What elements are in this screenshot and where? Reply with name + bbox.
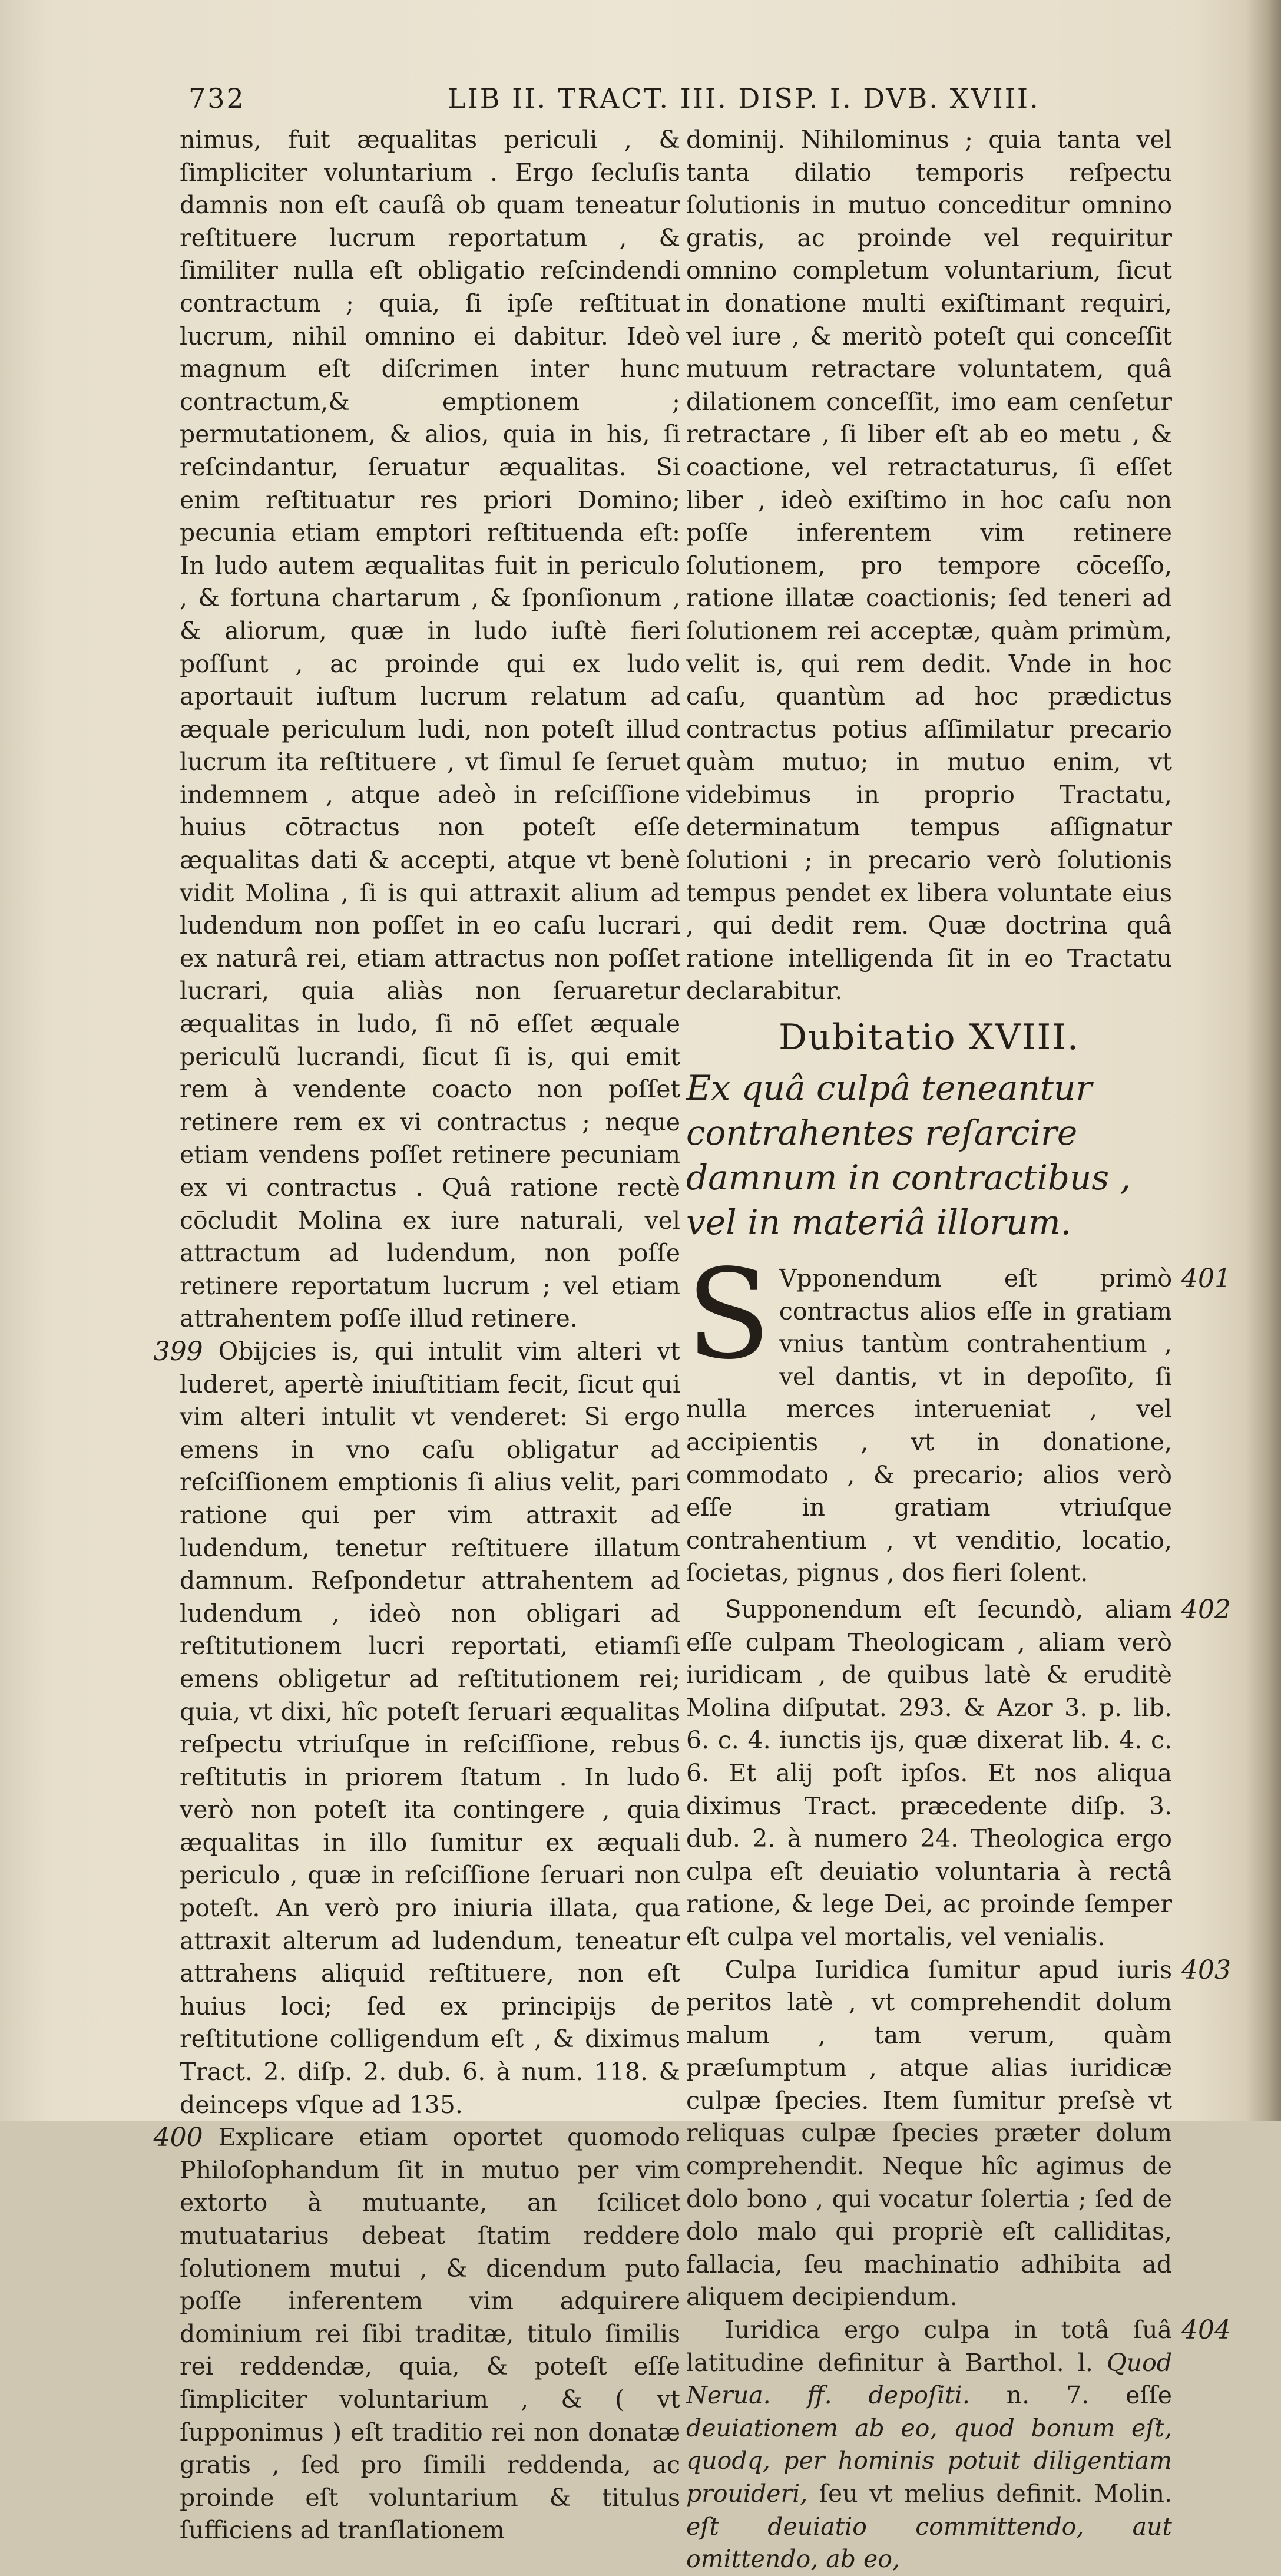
left-paragraph-3-text: Explicare etiam oportet quomodo Philoſophandum ſit in mutuo per vim extorto à mutuante, an ſcilicet mutuatarius debeat ſtatim reddere ſolutionem mutui , & dicendum puto poſſe inferentem vim adquirere dominium rei ſibi traditæ, titulo ſimilis rei reddendæ, quia, & poteſt eſſe ſimpliciter voluntarium , & ( vt ſupponimus ) eſt traditio rei non donatæ gratis , ſed pro ſimili reddenda, ac proinde eſt voluntarium & titulus ſufficiens ad tranſlationem [180,2123,680,2545]
margin-number-402: 402 [1181,1594,1231,1625]
running-title: LIB II. TRACT. III. DISP. I. DVB. XVIII. [448,82,1040,114]
right-paragraph-5-text-d: deuiationem ab eo, quod bonum eſt, quodq, per hominis potuit diligentiam prouideri, [686,2413,1172,2508]
right-paragraph-5-text-c: n. 7. eſſe [1006,2381,1172,2410]
section-subheading: Ex quâ culpâ teneantur contrahentes reſarcire damnum in contractibus , vel in materiâ illorum. [686,1068,1131,1243]
right-paragraph-2 [686,1242,1231,1590]
right-paragraph-5-text-f: eſt deuiatio committendo, aut omittendo, ab eo, [686,2512,1172,2574]
right-paragraph-5-text-e: ſeu vt melius definit. Molin. [819,2479,1172,2508]
margin-number-399: 399 [153,1336,203,1367]
right-paragraph-1: dominij. Nihilominus ; quia tanta vel tanta dilatio temporis reſpectu ſolutionis in mutuo conceditur omnino gratis, ac proinde vel requiritur omnino completum voluntarium, ſicut in donatione multi exiſtimant requiri, vel iure , & meritò poteſt qui conceſſit mutuum retractare voluntatem, quâ dilationem conceſſit, imo eam cenſetur retractare , ſi liber eſt ab eo metu , & coactione, vel retractaturus, ſi eſſet liber , ideò exiſtimo in hoc caſu non poſſe inferentem vim retinere ſolutionem, pro tempore cōceſſo, ratione illatæ coactionis; ſed teneri ad ſolutionem rei acceptæ, quàm primùm, velit is, qui rem dedit. Vnde in hoc caſu, quantùm ad hoc prædictus contractus potius aſſimilatur precario quàm mutuo; in mutuo enim, vt videbimus in proprio Tractatu, determinatum tempus aſſignatur ſolutioni ; in precario verò ſolutionis tempus pendet ex libera voluntate eius , qui dedit rem. Quæ doctrina quâ ratione intelligenda ſit in eo Tractatu declarabitur. [686,125,1172,1006]
drop-cap: S [686,1242,771,1387]
right-paragraph-3 [686,1593,1231,1954]
right-paragraph-4-text: Culpa Iuridica ſumitur apud iuris peritos latè , vt comprehendit dolum malum , tam verum, quàm præſumptum , atque alias iuridicæ culpæ ſpecies. Item ſumitur preſsè vt reliquas culpæ ſpecies præter dolum comprehendit. Neque hîc agimus de dolo bono , qui vocatur ſolertia ; ſed de dolo malo qui propriè eſt calliditas, fallacia, ſeu machinatio adhibita ad aliquem decipiendum. [686,1955,1172,2312]
left-paragraph-1: nimus, fuit æqualitas periculi , & ſimpliciter voluntarium . Ergo ſecluſis damnis non eſt cauſâ ob quam teneatur reſtituere lucrum reportatum , & ſimiliter nulla eſt obligatio reſcindendi contractum ; quia, ſi ipſe reſtituat lucrum, nihil omnino ei dabitur. Ideò magnum eſt diſcrimen inter hunc contractum,& emptionem ; permutationem, & alios, quia in his, ſi reſcindantur, ſeruatur æqualitas. Si enim reſtituatur res priori Domino; pecunia etiam emptori reſtituenda eſt: In ludo autem æqualitas fuit in periculo , & fortuna chartarum , & ſponſionum , & aliorum, quæ in ludo iuſtè fieri poſſunt , ac proinde qui ex ludo aportauit iuſtum lucrum relatum ad æquale periculum ludi, non poteſt illud lucrum ita reſtituere , vt ſimul ſe ſeruet indemnem , atque adeò in reſciſſione huius cōtractus non poteſt eſſe æqualitas dati & accepti, atque vt benè vidit Molina , ſi is qui attraxit alium ad ludendum non poſſet in eo caſu lucrari ex naturâ rei, etiam attractus non poſſet lucrari, quia aliàs non ſeruaretur æqualitas in ludo, ſi nō eſſet æquale periculũ lucrandi, ſicut ſi is, qui emit rem à vendente coacto non poſſet retinere rem ex vi contractus ; neque etiam vendens poſſet retinere pecuniam ex vi contractus . Quâ ratione rectè cōcludit Molina ex iure naturali, vel attractum ad ludendum, non poſſe retinere reportatum lucrum ; vel etiam attrahentem poſſe illud retinere. [180,125,680,1333]
running-header [165,82,1166,118]
right-paragraph-4 [686,1954,1231,2314]
page-number: 732 [188,82,246,114]
left-column [153,124,680,2547]
margin-number-400: 400 [153,2122,203,2153]
right-paragraph-5-text-a: Iuridica ergo culpa in totâ ſuâ latitudine definitur à Barthol. l. [686,2316,1172,2377]
left-paragraph-2-text: Obijcies is, qui intulit vim alteri vt luderet, apertè iniuſtitiam fecit, ſicut qui vim alteri intulit vt venderet: Si ergo emens in vno caſu obligatur ad reſciſſionem emptionis ſi alius velit, pari ratione qui per vim attraxit ad ludendum, tenetur reſtituere illatum damnum. Reſpondetur attrahentem ad ludendum , ideò non obligari ad reſtitutionem lucri reportati, etiamſi emens obligetur ad reſtitutionem rei; quia, vt dixi, hîc poteſt ſeruari æqualitas reſpectu vtriuſque in reſciſſione, rebus reſtitutis in priorem ſtatum . In ludo verò non poteſt ita contingere , quia æqualitas in illo ſumitur ex æquali periculo , quæ in reſciſſione ſeruari non poteſt. An verò pro iniuria illata, qua attraxit alterum ad ludendum, teneatur attrahens aliquid reſtituere, non eſt huius loci; ſed ex principijs de reſtitutione colligendum eſt , & diximus Tract. 2. diſp. 2. dub. 6. à num. 118. & deinceps vſque ad 135. [180,1337,680,2119]
section-heading: Dubitatio XVIII. [779,1017,1080,1059]
right-column [686,124,1231,2576]
right-paragraph-5 [686,2314,1231,2576]
margin-number-404: 404 [1181,2315,1231,2346]
margin-number-403: 403 [1181,1955,1231,1985]
right-paragraph-3-text: Supponendum eſt ſecundò, aliam eſſe culpam Theologicam , aliam verò iuridicam , de quibus latè & eruditè Molina diſputat. 293. & Azor 3. p. lib. 6. c. 4. iunctis ijs, quæ dixerat lib. 4. c. 6. Et alij poſt ipſos. Et nos aliqua diximus Tract. præcedente diſp. 3. dub. 2. à numero 24. Theologica ergo culpa eſt deuiatio voluntaria à rectâ ratione, & lege Dei, ac proinde ſemper eſt culpa vel mortalis, vel venialis. [686,1595,1172,1951]
page-gutter-shadow [1246,0,1281,2121]
left-paragraph-2 [153,1335,680,2121]
left-paragraph-3 [153,2121,680,2547]
right-paragraph-2-text: Vpponendum eſt primò contractus alios eſſe in gratiam vnius tantùm contrahentium , vel dantis, vt in depoſito, ſi nulla merces interueniat , vel accipientis , vt in donatione, commodato , & precario; alios verò eſſe in gratiam vtriuſque contrahentium , vt venditio, locatio, ſocietas, pignus , dos fieri ſolent. [686,1264,1172,1588]
margin-number-401: 401 [1181,1264,1231,1294]
right-paragraph-5-text-b: Quod Nerua. ff. depoſiti. [686,2348,1172,2410]
